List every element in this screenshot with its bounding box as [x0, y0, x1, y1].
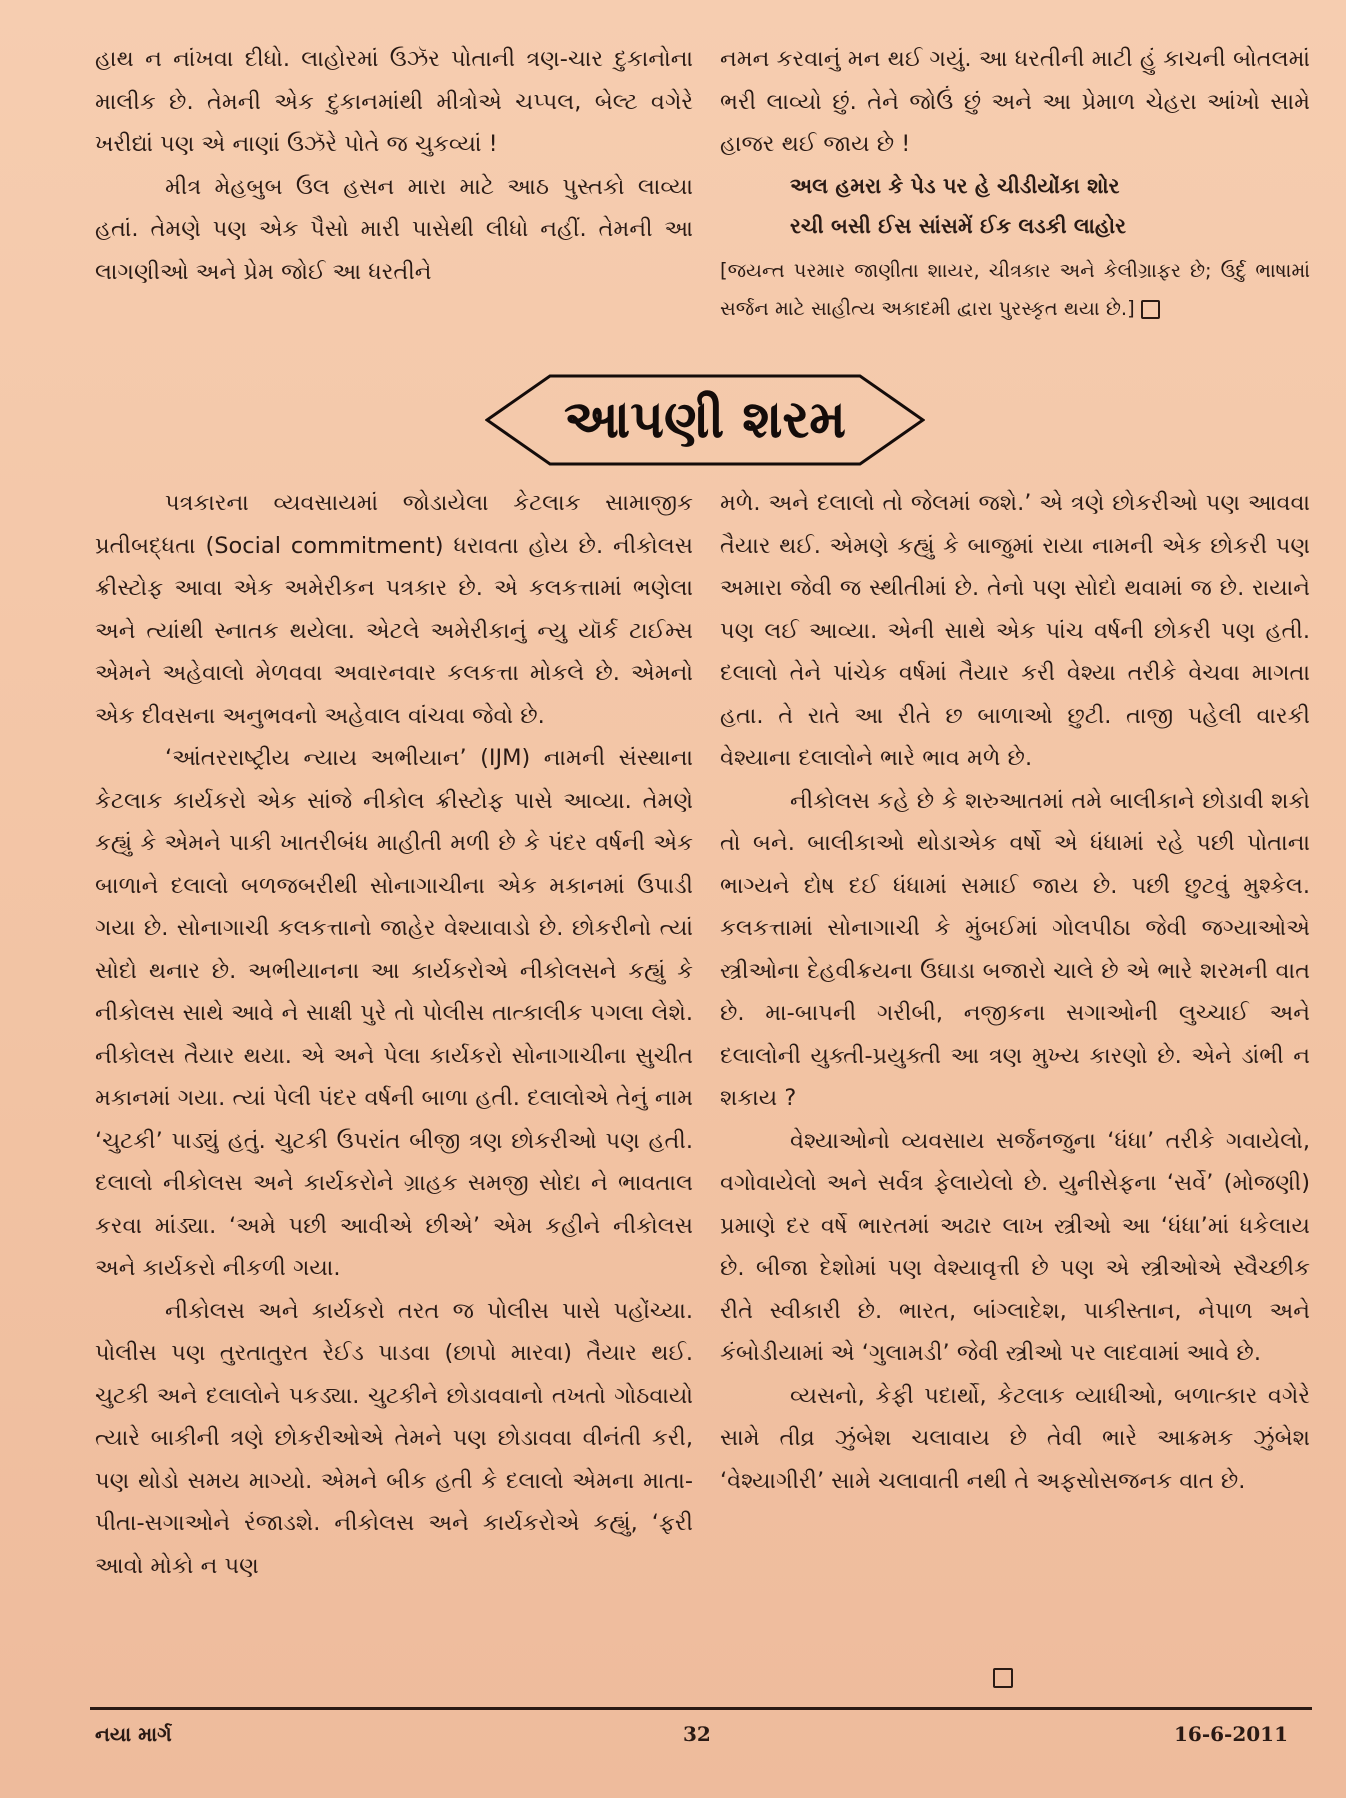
paragraph: ‘આંતરરાષ્ટ્રીય ન્યાય અભીયાન’ (IJM) નામની સંસ્થાના કેટલાક કાર્યકરો એક સાંજે નીકોલ ક્રીસ્ટોફ પાસે આવ્યા. તેમણે કહ્યું કે એમને પાકી ખાતરીબંધ માહીતી મળી છે કે પંદર વર્ષની એક બાળાને દલાલો બળજબરીથી સોનાગાચીના એક મકાનમાં ઉપાડી ગયા છે. સોનાગાચી કલકત્તાનો જાહેર વેશ્યાવાડો છે. છોકરીનો ત્યાં સોદો થનાર છે. અભીયાનના આ કાર્યકરોએ નીકોલસને કહ્યું કે નીકોલસ સાથે આવે ને સાક્ષી પુરે તો પોલીસ તાત્કાલીક પગલા લેશે. નીકોલસ તૈયાર થયા. એ અને પેલા કાર્યકરો સોનાગાચીના સુચીત મકાનમાં ગયા. ત્યાં પેલી પંદર વર્ષની બાળા હતી. દલાલોએ તેનું નામ ‘ચુટકી’ પાડ્યું હતું. ચુટકી ઉપરાંત બીજી ત્રણ છોકરીઓ પણ હતી. દલાલો નીકોલસ અને કાર્યકરોને ગ્રાહક સમજી સોદા ને ભાવતાલ કરવા માંડ્યા. ‘અમે પછી આવીએ છીએ’ એમ કહીને નીકોલસ અને કાર્યકરો નીકળી ગયા. — [95, 745, 693, 1281]
bottom-left-column — [95, 482, 693, 1587]
paragraph: મીત્ર મેહબુબ ઉલ હસન મારા માટે આઠ પુસ્તકો લાવ્યા હતાં. તેમણે પણ એક પૈસો મારી પાસેથી લીધો નહીં. તેમની આ લાગણીઓ અને પ્રેમ જોઈ આ ધરતીને — [95, 173, 693, 285]
top-left-column — [95, 38, 693, 293]
paragraph: વેશ્યાઓનો વ્યવસાય સર્જનજુના ‘ધંધા’ તરીકે ગવાયેલો, વગોવાયેલો અને સર્વત્ર ફેલાયેલો છે. યુનીસેફના ‘સર્વે’ (મોજણી) પ્રમાણે દર વર્ષે ભારતમાં અઢાર લાખ સ્ત્રીઓ આ ‘ધંધા’માં ધકેલાય છે. બીજા દેશોમાં પણ વેશ્યાવૃત્તી છે પણ એ સ્ત્રીઓએ સ્વૈચ્છીક રીતે સ્વીકારી છે. ભારત, બાંગ્લાદેશ, પાકીસ્તાન, નેપાળ અને કંબોડીયામાં એ ‘ગુલામડી’ જેવી સ્ત્રીઓ પર લાદવામાં આવે છે. — [720, 1127, 1310, 1366]
end-square-icon — [993, 1668, 1013, 1688]
paragraph: નમન કરવાનું મન થઈ ગયું. આ ધરતીની માટી હું કાચની બોતલમાં ભરી લાવ્યો છું. તેને જોઉં છું અને આ પ્રેમાળ ચેહરા આંખો સામે હાજર થઈ જાય છે ! — [720, 46, 1310, 157]
verse-line-1: અલ હમરા કે પેડ પર હે ચીડીયોંકા શોર — [790, 173, 1120, 198]
paragraph: વ્યસનો, કેફી પદાર્થો, કેટલાક વ્યાધીઓ, બળાત્કાર વગેરે સામે તીવ્ર ઝુંબેશ ચલાવાય છે તેવી ભારે આક્રમક ઝુંબેશ ‘વેશ્યાગીરી’ સામે ચલાવાતી નથી તે અફસોસજનક વાત છે. — [720, 1382, 1310, 1494]
magazine-name: નયા માર્ગ — [95, 1722, 172, 1746]
end-square-icon — [1141, 300, 1160, 319]
top-right-column — [720, 38, 1310, 328]
paragraph: નીકોલસ કહે છે કે શરુઆતમાં તમે બાલીકાને છોડાવી શકો તો બને. બાલીકાઓ થોડાએક વર્ષો એ ધંધામાં રહે પછી પોતાના ભાગ્યને દોષ દઈ ધંધામાં સમાઈ જાય છે. પછી છુટવું મુશ્કેલ. કલકત્તામાં સોનાગાચી કે મુંબઈમાં ગોલપીઠા જેવી જગ્યાઓએ સ્ત્રીઓના દેહવીક્રયના ઉઘાડા બજારો ચાલે છે એ ભારે શરમની વાત છે. મા-બાપની ગરીબી, નજીકના સગાઓની લુચ્ચાઈ અને દલાલોની યુક્તી-પ્રયુક્તી આ ત્રણ મુખ્ય કારણો છે. એને ડાંભી ન શકાય ? — [720, 787, 1310, 1111]
author-note-text: [જયન્ત પરમાર જાણીતા શાયર, ચીત્રકાર અને કેલીગ્રાફર છે; ઉર્દુ ભાષામાં સર્જન માટે સાહીત્ય અકાદમી દ્વારા પુરસ્કૃત થયા છે.] — [720, 258, 1310, 320]
footer-divider — [90, 1707, 1312, 1710]
author-note — [720, 252, 1310, 328]
issue-date: 16-6-2011 — [1173, 1722, 1288, 1746]
bottom-right-column — [720, 482, 1310, 1502]
paragraph: હાથ ન નાંખવા દીધો. લાહોરમાં ઉઝૅર પોતાની ત્રણ-ચાર દુકાનોના માલીક છે. તેમની એક દુકાનમાંથી મીત્રોએ ચપ્પલ, બેલ્ટ વગેરે ખરીદ્યાં પણ એ નાણાં ઉઝૅરે પોતે જ ચુકવ્યાં ! — [95, 46, 693, 157]
page-number: 32 — [683, 1722, 711, 1746]
paragraph: નીકોલસ અને કાર્યકરો તરત જ પોલીસ પાસે પહોંચ્યા. પોલીસ પણ તુરતાતુરત રેઈડ પાડવા (છાપો મારવા) તૈયાર થઈ. ચુટકી અને દલાલોને પકડ્યા. ચુટકીને છોડાવવાનો તખતો ગોઠવાયો ત્યારે બાકીની ત્રણે છોકરીઓએ તેમને પણ છોડાવવા વીનંતી કરી, પણ થોડો સમય માગ્યો. એમને બીક હતી કે દલાલો એમના માતા-પીતા-સગાઓને રંજાડશે. નીકોલસ અને કાર્યકરોએ કહ્યું, ‘ફરી આવો મોકો ન પણ — [95, 1297, 693, 1579]
paragraph: પત્રકારના વ્યવસાયમાં જોડાયેલા કેટલાક સામાજીક પ્રતીબદ્ધતા (Social commitment) ધરાવતા હોય છે. નીકોલસ ક્રીસ્ટોફ આવા એક અમેરીકન પત્રકાર છે. એ કલકત્તામાં ભણેલા અને ત્યાંથી સ્નાતક થયેલા. એટલે અમેરીકાનું ન્યુ યૉર્ક ટાઈમ્સ એમને અહેવાલો મેળવવા અવારનવાર કલકત્તા મોકલે છે. એમનો એક દીવસના અનુભવનો અહેવાલ વાંચવા જેવો છે. — [95, 490, 693, 729]
section-banner — [485, 370, 925, 470]
verse-line-2: રચી બસી ઈસ સાંસમેં ઈક લડકી લાહોર — [790, 213, 1126, 238]
section-title: આપણી શરમ — [564, 389, 846, 450]
paragraph: મળે. અને દલાલો તો જેલમાં જશે.’ એ ત્રણે છોકરીઓ પણ આવવા તૈયાર થઈ. એમણે કહ્યું કે બાજુમાં રાયા નામની એક છોકરી પણ અમારા જેવી જ સ્થીતીમાં છે. તેનો પણ સોદો થવામાં જ છે. રાયાને પણ લઈ આવ્યા. એની સાથે એક પાંચ વર્ષની છોકરી પણ હતી. દલાલો તેને પાંચેક વર્ષમાં તૈયાર કરી વેશ્યા તરીકે વેચવા માગતા હતા. તે રાતે આ રીતે છ બાળાઓ છુટી. તાજી પહેલી વારકી વેશ્યાના દલાલોને ભારે ભાવ મળે છે. — [720, 490, 1310, 771]
